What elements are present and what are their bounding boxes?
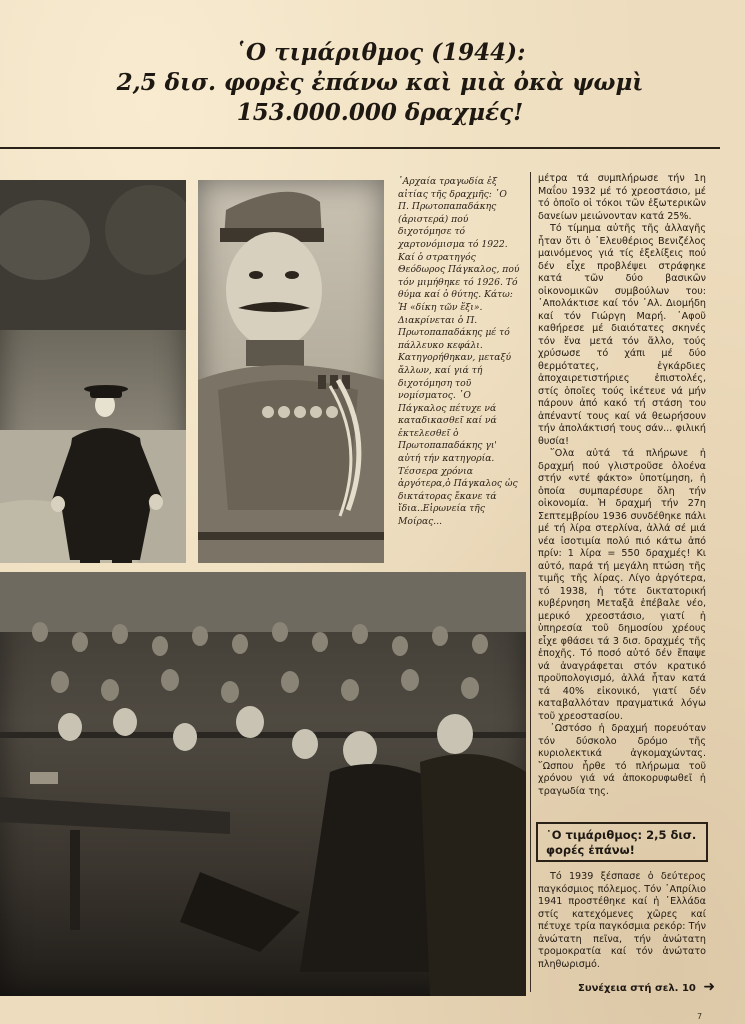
subheading-box: ῾Ο τιμάριθμος: 2,5 δισ. φορές ἐπάνω! — [536, 822, 708, 862]
headline — [100, 38, 660, 128]
page-number: 7 — [697, 1012, 703, 1021]
photo-caption: ᾿Αρχαία τραγωδία ἐξ αἰτίας τῆς δραχμῆς: ῾Ο Π. Πρωτοπαπαδάκης (ἀριστερά) πού διχοτόμησε τό χαρτονόμισμα τό 1922. Καί ὁ στρατηγός Θεόδωρος Πάγκαλος, πού τόν μιμήθηκε τό 1926. Τό θύμα καί ὁ θύτης. Κάτω: Ἡ «δίκη τῶν ἕξι». Διακρίνεται ὁ Π. Πρωτοπαπαδάκης μέ τό πάλλευκο κεφάλι. Κατηγορήθηκαν, μεταξύ ἄλλων, καί γιά τή διχοτόμηση τοῦ νομίσματος. ῾Ο Πάγκαλος πέτυχε νά καταδικασθεῖ καί νά ἐκτελεσθεῖ ὁ Πρωτοπαπαδάκης γι' αὐτή τήν κατηγορία. Τέσσερα χρόνια ἀργότερα,ὁ Πάγκαλος ὡς δικτάτορας ἔκανε τά ἴδια..Εἰρωνεία τῆς Μοίρας... — [398, 176, 520, 528]
headline-line-2: 2,5 δισ. φορὲς ἐπάνω καὶ μιὰ ὀκὰ ψωμὶ — [116, 69, 644, 96]
headline-line-3: 153.000.000 δραχμές! — [236, 99, 524, 126]
headline-rule — [0, 147, 720, 149]
paragraph-2: Τό τίμημα αὐτῆς τῆς ἀλλαγῆς ἦταν ὅτι ὁ ᾿Ελευθέριος Βενιζέλος μαινόμενος γιά τίς ἐξελίξεις πού δέν εἶχε προβλέψει στράφηκε κατά τῶν δύο βασικῶν οἰκονομικῶν συμβούλων του: ᾿Απολάκτισε καί τόν ᾿Αλ. Διομήδη καί τόν Γιώργη Μαρή. ᾿Αφοῦ καθήρεσε μέ διαιότατες σκηνές τόν ἕνα μετά τόν ἄλλο, τούς χρύσωσε τό χάπι μέ δύο θερμότατες, ἐγκάρδιες ἀποχαιρετιστήριες ἐπιστολές, στίς ὁποῖες τούς ἱκέτευε νά μήν πάρουν ἀπό κακό τή στάση του ἀπέναντί τους καί νά θεωρήσουν τήν ἀπολάκτισή τους σάν... φιλική θυσία! — [538, 223, 706, 447]
photo-trial-art — [0, 572, 526, 996]
headline-line-1: ῾Ο τιμάριθμος (1944): — [234, 39, 526, 66]
article-column — [538, 173, 706, 798]
continued-label: Συνέχεια στή σελ. 10 — [578, 983, 696, 994]
photo-pangalos — [198, 180, 384, 563]
continued-link[interactable] — [578, 979, 715, 995]
bottom-paragraph: Τό 1939 ξέσπασε ὁ δεύτερος παγκόσμιος πόλεμος. Τόν ᾿Απρίλιο 1941 προστέθηκε καί ἡ ᾿Ελλάδα στίς κατεχόμενες χῶρες καί πέτυχε τρία παγκόσμια ρεκόρ: Τήν ἀνώτατη πεῖνα, τήν ἀνώτατη τρομοκρατία καί τόν ἀνώτατο πληθωρισμό. — [538, 871, 706, 970]
paragraph-3: ῞Ολα αὐτά τά πλήρωνε ἡ δραχμή πού γλιστροῦσε ὁλοένα στήν «ντέ φάκτο» ὑποτίμηση, ἡ ὁποία συμπαρέσυρε ὅλη τήν οἰκονομία. Ἡ δραχμή τήν 27η Σεπτεμβρίου 1936 συνδέθηκε πάλι μέ τή λίρα στερλίνα, ἀλλά σέ μιά νέα ἰσοτιμία πολύ πιό κάτω ἀπό πρίν: 1 λίρα = 550 δραχμές! Κι αὐτό, παρά τή μεγάλη πτώση τῆς τιμῆς τῆς λίρας. Λίγο ἀργότερα, τό 1938, ἡ τότε δικτατορική κυβέρνηση Μεταξᾶ ἐπέβαλε νέο, μερικό χρεοστάσιο, γιατί ἡ ὑπηρεσία τοῦ δημοσίου χρέους εἶχε φθάσει τά 3 δισ. δραχμές τῆς ἐποχῆς. Τό ποσό αὐτό δέν ἔπαψε νά ἀναγράφεται στόν κρατικό προϋπολογισμό, ἀλλά ἦταν κατά τά 40% εἰκονικό, γιατί δέν καταβαλλόταν πραγματικά λόγω τοῦ χρεοστασίου. — [538, 448, 706, 722]
photo-protopapadakis — [0, 180, 186, 563]
photo-trial-of-six — [0, 572, 526, 996]
photo-protopapadakis-art — [0, 180, 186, 563]
paragraph-1: μέτρα τά συμπλήρωσε τήν 1η Μαΐου 1932 μέ τό χρεοστάσιο, μέ τό ὁποῖο οἱ τόκοι τῶν ἐξωτερικῶν δανείων μειώνονταν κατά 25%. — [538, 173, 706, 222]
bottom-paragraph-container — [538, 871, 706, 971]
paragraph-4: ᾿Ωστόσο ἡ δραχμή πορευόταν τόν δύσκολο δρόμο τῆς κυριολεκτικά ἀγκομαχώντας. ῞Ωσπου ἦρθε τό πλήρωμα τοῦ χρόνου γιά νά ἀποκορυφωθεῖ ἡ τραγωδία της. — [538, 723, 706, 797]
photo-pangalos-art — [198, 180, 384, 563]
arrow-right-icon: ➜ — [703, 979, 716, 995]
column-divider — [530, 172, 531, 992]
